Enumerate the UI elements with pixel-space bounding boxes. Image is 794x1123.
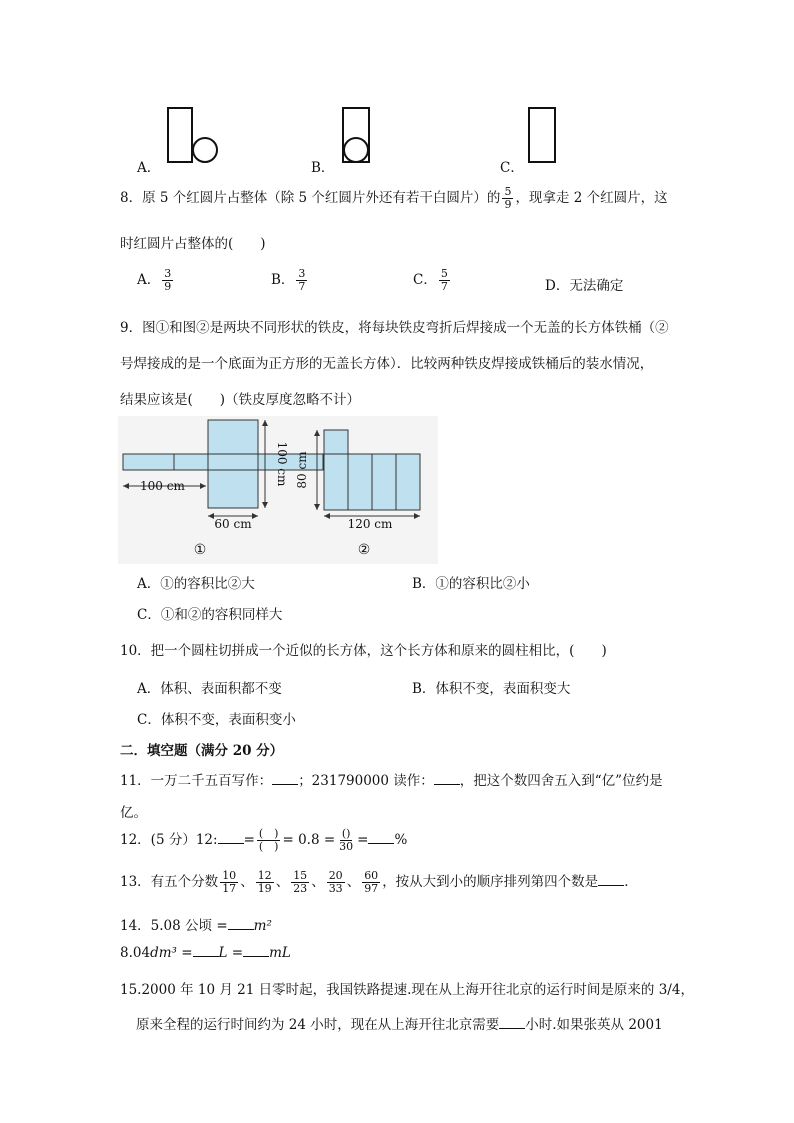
q9-option-b: B．①的容积比②小 (412, 576, 530, 592)
q10-option-c: C．体积不变，表面积变小 (137, 712, 296, 728)
q9-fig1-caption: ① (193, 542, 207, 558)
q8-option-a: A． $\frac{3}{9}$ (137, 267, 172, 293)
q9-figures (118, 416, 438, 564)
q14-line2: 8.04dm³ = L = mL (120, 945, 291, 961)
q15-line2: 原来全程的运行时间约为 24 小时，现在从上海开往北京需要 小时.如果张英从 2001 (136, 1017, 663, 1033)
q11-blank-2[interactable] (434, 772, 460, 785)
q7-option-b-label: B． (311, 160, 335, 176)
q9-fig1-bottom-label: 60 cm (214, 517, 252, 531)
q12-stem: 12．(5 分）12: = $\frac{( )}{( )}$ = 0.8 = $\frac{()}{30}$ = % (120, 827, 408, 853)
q13-stem: 13．有五个分数 $\frac{10}{17}$ 、 $\frac{12}{19}$ 、 $\frac{15}{23}$ 、 $\frac{20}{33}$ 、 $\frac{60}{97}$ ，按从大到小的顺序排列第四个数是 ． (120, 869, 638, 895)
q9-fig1-height-label: 100 cm (275, 441, 289, 487)
q10-option-b: B．体积不变，表面积变大 (412, 681, 571, 697)
q8-stem-line2: 时红圆片占整体的( ) (120, 236, 266, 252)
q9-fig1-width-label: 100 cm (140, 479, 185, 493)
q9-stem-line1: 9．图①和图②是两块不同形状的铁皮，将每块铁皮弯折后焊接成一个无盖的长方体铁桶（② (120, 320, 669, 336)
q7-option-a-label: A． (137, 160, 161, 176)
q10-stem: 10．把一个圆柱切拼成一个近似的长方体，这个长方体和原来的圆柱相比，( ) (120, 643, 607, 659)
q12-blank-1[interactable] (218, 831, 244, 844)
q13-fraction-4: $\frac{20}{33}$ (328, 869, 343, 895)
q13-fraction-2: $\frac{12}{19}$ (257, 869, 272, 895)
q9-option-a: A．①的容积比②大 (137, 576, 255, 592)
q9-stem-line3: 结果应该是( )（铁皮厚度忽略不计） (120, 392, 361, 408)
q8-fraction: $\frac{5}{9}$ (504, 185, 512, 211)
q15-line1: 15.2000 年 10 月 21 日零时起，我国铁路提速.现在从上海开往北京的运行时间是原来的 3/4， (120, 982, 694, 998)
q9-option-c: C．①和②的容积同样大 (137, 607, 283, 623)
q8-option-d: D．无法确定 (545, 278, 624, 294)
q11-line2: 亿。 (120, 805, 147, 821)
q12-blank-2[interactable] (368, 831, 394, 844)
q11-blank-1[interactable] (272, 772, 298, 785)
q13-blank[interactable] (598, 873, 624, 886)
q8-option-c: C． $\frac{5}{7}$ (413, 267, 448, 293)
q7-option-b-figure (340, 106, 376, 166)
q9-stem-line2: 号焊接成的是一个底面为正方形的无盖长方体）．比较两种铁皮焊接成铁桶后的装水情况， (120, 356, 654, 372)
q14-line1: 14．5.08 公顷 = m² (120, 918, 272, 934)
q9-fig2-height-label: 80 cm (295, 451, 309, 489)
q14-blank-3[interactable] (243, 944, 269, 957)
q8-stem-text-2: ，现拿走 2 个红圆片，这 (515, 190, 668, 206)
q11-stem: 11．一万二千五百写作： ；231790000 读作： ，把这个数四舍五入到“亿”位约是 (120, 773, 663, 789)
q15-blank[interactable] (499, 1016, 525, 1029)
q8-option-b: B． $\frac{3}{7}$ (271, 267, 306, 293)
section-2-title: 二．填空题（满分 20 分） (120, 743, 284, 759)
q14-blank-2[interactable] (193, 944, 219, 957)
q7-option-a-figure (166, 106, 222, 166)
q10-option-a: A．体积、表面积都不变 (137, 681, 282, 697)
q13-fraction-3: $\frac{15}{23}$ (293, 869, 308, 895)
q13-fraction-5: $\frac{60}{97}$ (364, 869, 379, 895)
q8-stem-text: 8．原 5 个红圆片占整体（除 5 个红圆片外还有若干白圆片）的 (120, 190, 501, 206)
q8-stem (120, 186, 668, 211)
q7-option-c-figure (527, 106, 559, 166)
q9-fig2-caption: ② (357, 542, 371, 558)
q9-fig2-bottom-label: 120 cm (347, 517, 393, 531)
q13-fraction-1: $\frac{10}{17}$ (222, 869, 237, 895)
q7-option-c-label: C． (500, 160, 524, 176)
q14-blank-1[interactable] (228, 917, 254, 930)
